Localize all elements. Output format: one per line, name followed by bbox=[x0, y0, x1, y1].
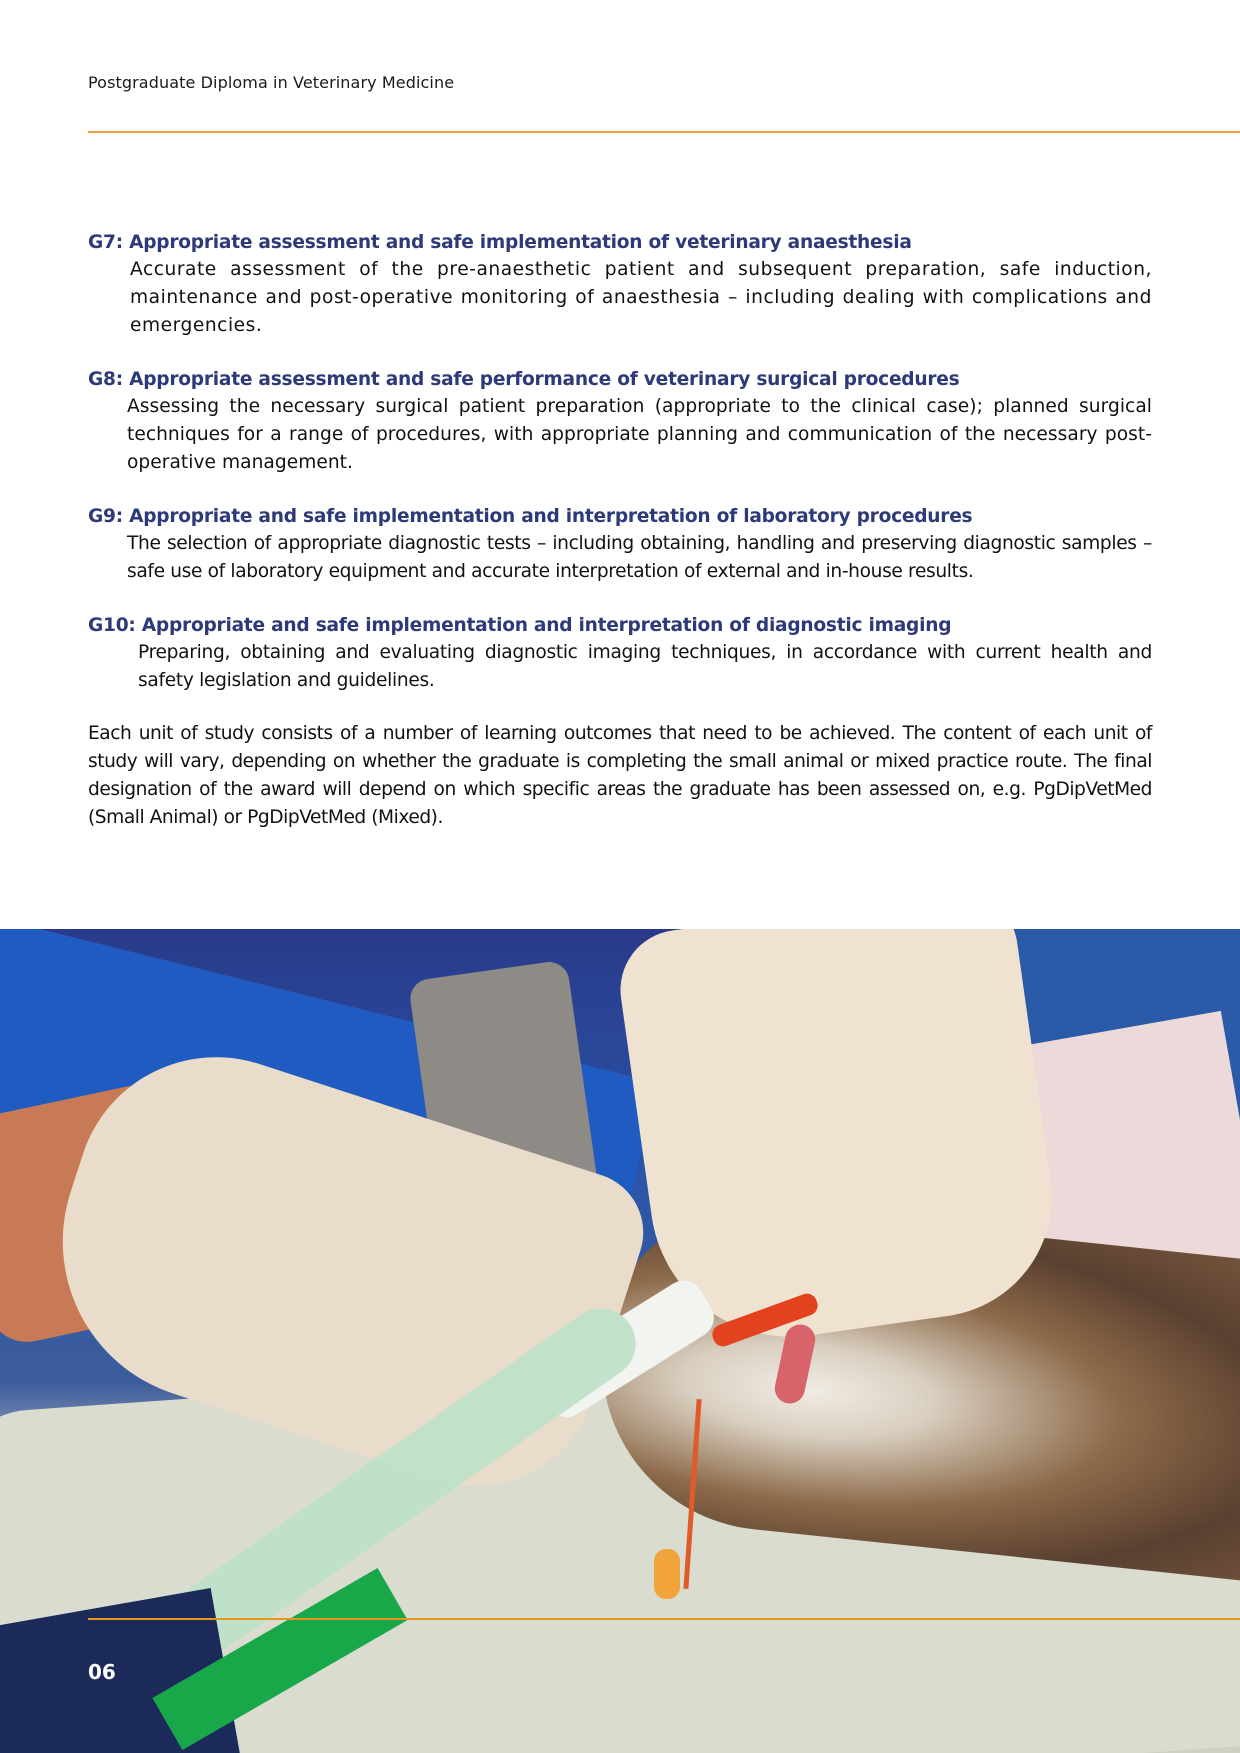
outcome-g9 bbox=[88, 504, 1152, 586]
outcome-body: Preparing, obtaining and evaluating diagnostic imaging techniques, in accordance with current health and safety legislation and guidelines. bbox=[138, 642, 1152, 691]
outcome-heading: G7: Appropriate assessment and safe implementation of veterinary anaesthesia bbox=[88, 232, 912, 253]
summary-paragraph: Each unit of study consists of a number of learning outcomes that need to be achieved. The content of each unit of study will vary, depending on whether the graduate is completing the small animal or mixed practice route. The final designation of the award will depend on which specific areas the graduate has been assessed on, e.g. PgDipVetMed (Small Animal) or PgDipVetMed (Mixed). bbox=[88, 723, 1152, 828]
outcome-heading: G8: Appropriate assessment and safe performance of veterinary surgical procedures bbox=[88, 369, 960, 390]
running-header: Postgraduate Diploma in Veterinary Medicine bbox=[88, 73, 455, 92]
outcome-body: Assessing the necessary surgical patient preparation (appropriate to the clinical case); planned surgical techniques for a range of procedures, with appropriate planning and communication of the necessary post-operative management. bbox=[127, 396, 1152, 473]
header-rule bbox=[88, 131, 1240, 133]
outcome-heading: G9: Appropriate and safe implementation and interpretation of laboratory procedures bbox=[88, 506, 973, 527]
veterinary-anaesthesia-photo bbox=[0, 929, 1240, 1753]
page-number: 06 bbox=[88, 1660, 116, 1684]
outcome-heading: G10: Appropriate and safe implementation and interpretation of diagnostic imaging bbox=[88, 615, 952, 636]
outcome-g7 bbox=[88, 230, 1152, 340]
outcome-g10 bbox=[88, 613, 1152, 695]
photo-orange-plug bbox=[654, 1549, 680, 1599]
outcome-g8 bbox=[88, 367, 1152, 477]
outcome-body: Accurate assessment of the pre-anaesthetic patient and subsequent preparation, safe induction, maintenance and post-operative monitoring of anaesthesia – including dealing with complications and emergencies. bbox=[130, 259, 1152, 336]
footer-rule bbox=[88, 1618, 1240, 1620]
outcome-body: The selection of appropriate diagnostic tests – including obtaining, handling and preserving diagnostic samples – safe use of laboratory equipment and accurate interpretation of external and in-house results. bbox=[127, 533, 1152, 582]
main-content bbox=[88, 230, 1152, 851]
